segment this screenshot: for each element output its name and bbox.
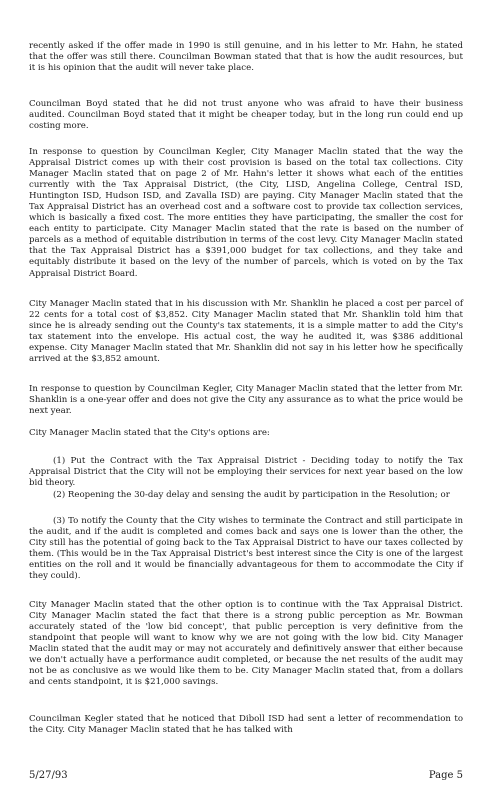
- paragraph-4: City Manager Maclin stated that in his discussion with Mr. Shanklin he placed a cost per parcel of 22 cents for a total cost of $3,852. City Manager Maclin stated that Mr. Shanklin told him that since he is already sending out the County's tax statements, it is a simple matter to add the City's tax statement into the envelope. His actual cost, the way he audited it, was $386 additional expense. City Manager Maclin stated that Mr. Shanklin did not say in his letter how he specifically arrived at the $3,852 amount.: [29, 299, 463, 365]
- paragraph-3: In response to question by Councilman Kegler, City Manager Maclin stated that the way the Appraisal District comes up with their cost provision is based on the total tax collections. City Manager Maclin stated that on page 2 of Mr. Hahn's letter it shows what each of the entities currently with the Tax Appraisal District, (the City, LISD, Angelina College, Central ISD, Huntington ISD, Hudson ISD, and Zavalla ISD) are paying. City Manager Maclin stated that the Tax Appraisal District has an overhead cost and a software cost to provide tax collection services, which is basically a fixed cost. The more entities they have participating, the smaller the cost for each entity to participate. City Manager Maclin stated that the rate is based on the number of parcels as a method of equitable distribution in terms of the cost levy. City Manager Maclin stated that the Tax Appraisal District has a $391,000 budget for tax collections, and they take and equitably distribute it based on the levy of the number of parcels, which is voted on by the Tax Appraisal District Board.: [29, 147, 463, 279]
- document-page: [29, 8, 463, 792]
- paragraph-7: City Manager Maclin stated that the other option is to continue with the Tax Appraisal District. City Manager Maclin stated the fact that there is a strong public perception as Mr. Bowman accurately stated of the 'low bid concept', that public perception is very definitive from the standpoint that people will want to know why we are not going with the low bid. City Manager Maclin stated that the audit may or may not accurately and definitively answer that either because we don't actually have a performance audit completed, or because the net results of the audit may not be as conclusive as we would like them to be. City Manager Maclin stated that, from a dollars and cents standpoint, it is $21,000 savings.: [29, 600, 463, 688]
- paragraph-2: Councilman Boyd stated that he did not trust anyone who was afraid to have their business audited. Councilman Boyd stated that it might be cheaper today, but in the long run could end up costing more.: [29, 99, 463, 132]
- option-1: (1) Put the Contract with the Tax Appraisal District - Deciding today to notify the Tax Appraisal District that the City will not be employing their services for next year based on the low bid theory.: [29, 456, 463, 489]
- footer-date: 5/27/93: [29, 770, 68, 781]
- paragraph-1: recently asked if the offer made in 1990 is still genuine, and in his letter to Mr. Hahn, he stated that the offer was still there. Councilman Bowman stated that that is how the audit resources, but it is his opinion that the audit will never take place.: [29, 41, 463, 74]
- paragraph-8: Councilman Kegler stated that he noticed that Diboll ISD had sent a letter of recommendation to the City. City Manager Maclin stated that he has talked with: [29, 714, 463, 736]
- footer-page-number: Page 5: [428, 770, 463, 781]
- option-2: (2) Reopening the 30-day delay and sensing the audit by participation in the Resolution; or: [53, 490, 450, 500]
- paragraph-6: City Manager Maclin stated that the City's options are:: [29, 428, 270, 438]
- paragraph-5: In response to question by Councilman Kegler, City Manager Maclin stated that the letter from Mr. Shanklin is a one-year offer and does not give the City any assurance as to what the price would be next year.: [29, 384, 463, 417]
- option-3: (3) To notify the County that the City wishes to terminate the Contract and still participate in the audit, and if the audit is completed and comes back and says one is lower than the other, the City still has the potential of going back to the Tax Appraisal District to have our taxes collected by them. (This would be in the Tax Appraisal District's best interest since the City is one of the largest entities on the roll and it would be financially advantageous for them to accommodate the City if they could).: [29, 516, 463, 582]
